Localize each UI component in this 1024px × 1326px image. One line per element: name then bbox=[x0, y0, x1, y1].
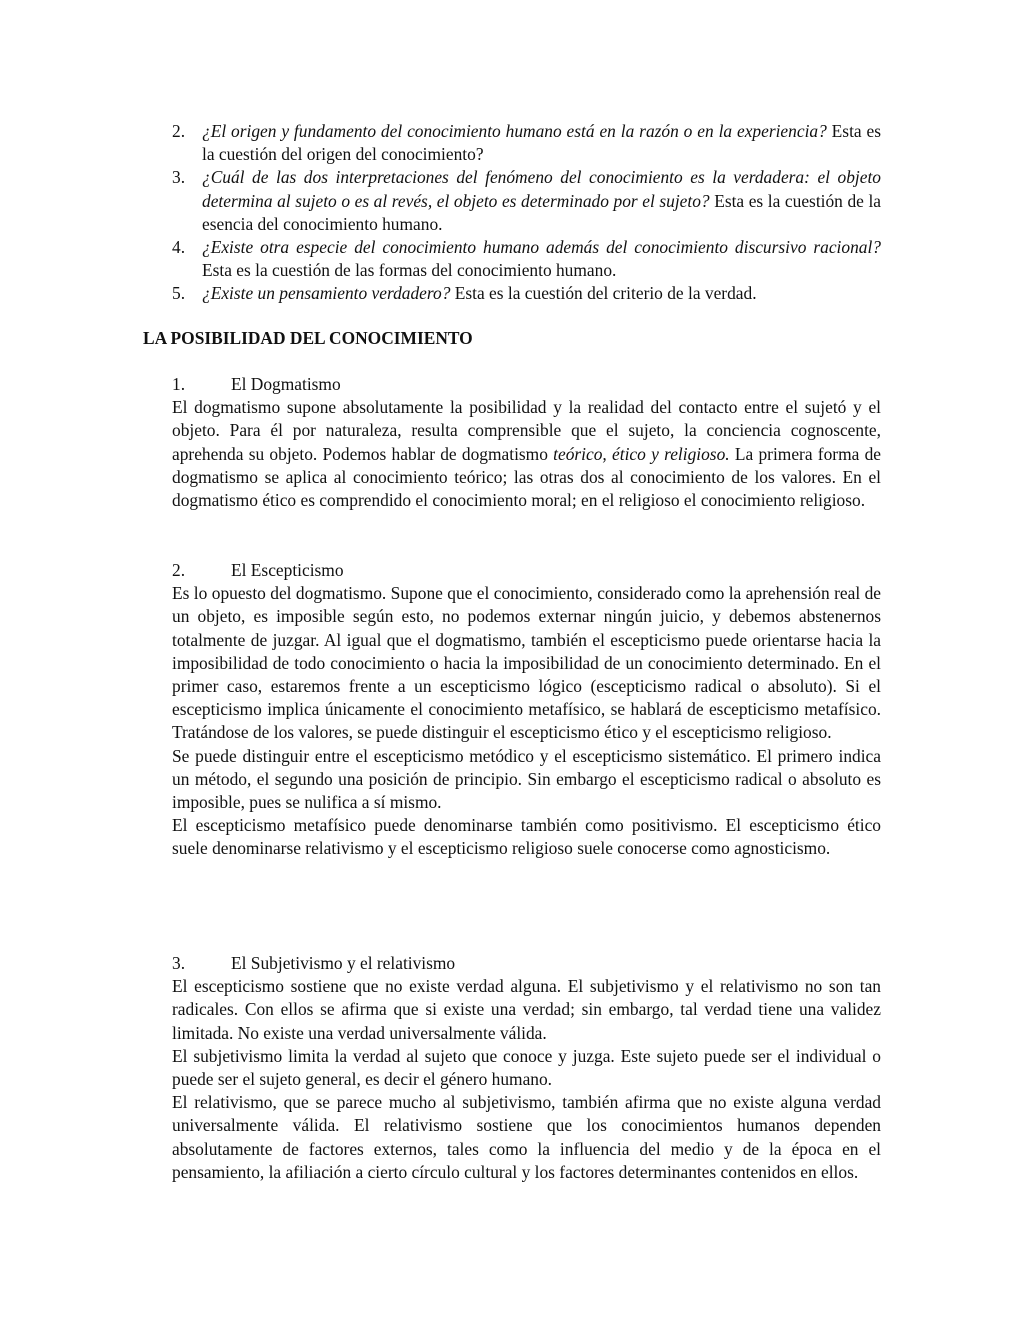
paragraph: El subjetivismo limita la verdad al sujeto que conoce y juzga. Este sujeto puede ser el individual o puede ser el sujeto general, es decir el género humano. bbox=[172, 1045, 881, 1090]
section-escepticismo bbox=[172, 559, 881, 861]
section-title-text: El Escepticismo bbox=[231, 560, 344, 580]
section-title bbox=[172, 952, 881, 975]
paragraph-text: La primera forma de dogmatismo se aplica al conocimiento teórico; las otras dos al conocimiento de los valores. En el dogmatismo ético es comprendido el conocimiento moral; en el religioso el conocimiento religioso. bbox=[172, 443, 881, 511]
answer-text: Esta es la cuestión del origen del conocimiento? bbox=[202, 121, 881, 165]
answer-text: Esta es la cuestión del criterio de la verdad. bbox=[450, 283, 757, 304]
question-text: ¿Cuál de las dos interpretaciones del fenómeno del conocimiento es la verdadera: el objeto determina al sujeto o es al revés, el objeto es determinado por el sujeto? bbox=[202, 167, 881, 211]
section-title-text: El Dogmatismo bbox=[231, 374, 341, 394]
section-heading: LA POSIBILIDAD DEL CONOCIMIENTO bbox=[143, 328, 473, 348]
questions-list bbox=[172, 120, 881, 306]
answer-text: Esta es la cuestión de la esencia del conocimiento humano. bbox=[202, 190, 881, 234]
list-item-number: 2. bbox=[172, 121, 186, 141]
list-item-number: 5. bbox=[172, 283, 186, 304]
section-title bbox=[172, 559, 881, 582]
list-item bbox=[172, 282, 881, 305]
paragraph: Se puede distinguir entre el escepticismo metódico y el escepticismo sistemático. El primero indica un método, el segundo una posición de principio. Sin embargo el escepticismo radical o absoluto es imposible, pues se nulifica a sí mismo. bbox=[172, 745, 881, 813]
paragraph: El relativismo, que se parece mucho al subjetivismo, también afirma que no existe alguna verdad universalmente válida. El relativismo sostiene que los conocimientos humanos dependen absolutamente de factores externos, tales como la influencia del medio y de la época en el pensamiento, la afiliación a cierto círculo cultural y los factores determinantes contenidos en ellos. bbox=[172, 1092, 881, 1182]
paragraph-text: El dogmatismo supone absolutamente la posibilidad y la realidad del contacto entre el sujetó y el objeto. Para él por naturaleza, resulta comprensible que el sujeto, la conciencia cognoscente, aprehenda su objeto. Podemos hablar de dogmatismo bbox=[172, 397, 881, 464]
section-number: 2. bbox=[172, 560, 186, 580]
section-number: 1. bbox=[172, 374, 186, 394]
question-text: ¿Existe un pensamiento verdadero? bbox=[202, 283, 451, 304]
paragraph-italic-text: teórico, ético y religioso. bbox=[553, 443, 730, 464]
list-item bbox=[172, 166, 881, 236]
list-item bbox=[172, 120, 881, 166]
paragraph: El escepticismo metafísico puede denominarse también como positivismo. El escepticismo ético suele denominarse relativismo y el escepticismo religioso suele conocerse como agnosticismo. bbox=[172, 815, 881, 859]
paragraph: Es lo opuesto del dogmatismo. Supone que el conocimiento, considerado como la aprehensión real de un objeto, es imposible según esto, no podemos externar ningún juicio, y debemos abstenernos totalmente de juzgar. Al igual que el dogmatismo, también el escepticismo puede orientarse hacia la imposibilidad de todo conocimiento o hacia la imposibilidad de un conocimiento determinado. En el primer caso, estaremos frente a un escepticismo lógico (escepticismo radical o absoluto). Si el escepticismo implica únicamente el conocimiento metafísico, se hablará de escepticismo metafísico. Tratándose de los valores, se puede distinguir el escepticismo ético y el escepticismo religioso. bbox=[172, 583, 881, 743]
section-dogmatismo bbox=[172, 373, 881, 512]
list-item-number: 4. bbox=[172, 237, 186, 258]
question-text: ¿Existe otra especie del conocimiento humano además del conocimiento discursivo racional? bbox=[202, 237, 881, 258]
paragraph: El escepticismo sostiene que no existe verdad alguna. El subjetivismo y el relativismo no son tan radicales. Con ellos se afirma que si existe una verdad; sin embargo, tal verdad tiene una validez limitada. No existe una verdad universalmente válida. bbox=[172, 976, 881, 1043]
section-number: 3. bbox=[172, 953, 186, 973]
section-title bbox=[172, 373, 881, 396]
list-item bbox=[172, 236, 881, 282]
section-title-text: El Subjetivismo y el relativismo bbox=[231, 953, 456, 973]
section-subjetivismo bbox=[172, 952, 881, 1184]
paragraph bbox=[172, 396, 881, 512]
answer-text: Esta es la cuestión de las formas del conocimiento humano. bbox=[202, 260, 617, 281]
list-item-number: 3. bbox=[172, 167, 186, 188]
question-text: ¿El origen y fundamento del conocimiento humano está en la razón o en la experiencia? bbox=[202, 121, 827, 141]
